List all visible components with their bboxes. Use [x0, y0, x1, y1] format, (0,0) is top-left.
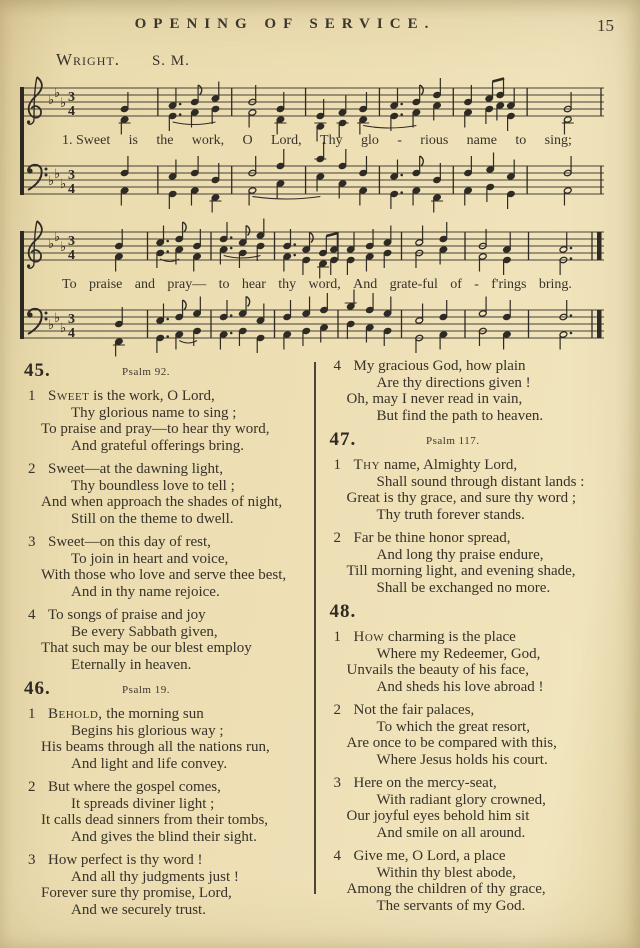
svg-text:4: 4 [68, 248, 75, 263]
svg-text:♭: ♭ [48, 174, 55, 189]
lyric-syllable: bring. [538, 277, 572, 292]
verse-line: With those who love and serve thee best, [41, 567, 287, 583]
verse-number: 2 [28, 779, 36, 795]
verse-line: Still on the theme to dwell. [71, 510, 234, 527]
hymn-number: 45. [24, 360, 51, 381]
verse-line: Great is thy grace, and sure thy word ; [346, 490, 577, 506]
lyric-syllable: work, [191, 133, 225, 148]
verse-line: The servants of my God. [376, 897, 526, 914]
system-barline [20, 231, 24, 339]
hymn-verse [328, 358, 619, 424]
hymn-verse [22, 388, 310, 454]
lyric-syllable: is [128, 133, 138, 148]
hymn-verse [328, 457, 619, 523]
svg-text:4: 4 [68, 104, 75, 119]
verse-lead-word: Sweet [48, 388, 90, 404]
lyric-syllable: f'rings [491, 277, 527, 292]
lyric-syllable: grate-ful [389, 277, 438, 292]
psalm-reference: Psalm 19. [122, 684, 170, 696]
lyric-syllable: To [62, 277, 77, 292]
lyric-syllable: to [515, 133, 527, 148]
verse-line: To which the great resort, [376, 718, 530, 735]
verse-line: Oh, may I never read in vain, [346, 391, 523, 407]
verse-line: That such may be our blest employ [41, 640, 252, 656]
lyric-syllable: O [242, 133, 253, 148]
svg-text:♭: ♭ [54, 86, 61, 101]
verse-line: And grateful offerings bring. [71, 437, 245, 454]
verse-line: Till morning light, and evening shade, [346, 563, 576, 579]
bass-staff-2 [20, 296, 610, 352]
svg-text:♭: ♭ [60, 96, 67, 111]
verse-line: My gracious God, how plain [353, 358, 526, 374]
verse-line: It calls dead sinners from their tombs, [41, 812, 269, 828]
hymn-heading [328, 603, 619, 625]
svg-text:♭: ♭ [60, 240, 67, 255]
page-number: 15 [597, 16, 614, 35]
hymn-heading [22, 362, 310, 384]
verse-number: 3 [28, 852, 36, 868]
hymn-verse [328, 702, 619, 768]
lyric-syllable: thy [278, 277, 297, 292]
svg-text:♭: ♭ [48, 318, 55, 333]
lyric-syllable: 1. Sweet [62, 133, 111, 148]
verse-line: But where the gospel comes, [48, 779, 221, 795]
verse-line: To songs of praise and joy [48, 607, 206, 623]
hymn-verse [328, 848, 619, 914]
verse-line: Within thy blest abode, [376, 864, 516, 881]
verse-line: Give me, O Lord, a place [353, 848, 506, 864]
lyric-syllable: And [353, 277, 378, 292]
left-column [22, 358, 310, 940]
verse-lead-word: Thy [353, 457, 381, 473]
verse-line: And long thy praise endure, [376, 546, 544, 563]
lyric-syllable: word, [308, 277, 341, 292]
svg-text:♭: ♭ [48, 93, 55, 108]
verse-number: 4 [333, 848, 341, 864]
verse-line: Are once to be compared with this, [346, 735, 557, 751]
verse-line: Not the fair palaces, [353, 702, 475, 718]
verse-number: 1 [333, 457, 341, 473]
hymn-number: 48. [329, 601, 357, 622]
verse-line: And when approach the shades of night, [41, 494, 283, 510]
lyric-syllable: rious [420, 133, 449, 148]
lyric-syllable: name [466, 133, 497, 148]
verse-number: 2 [28, 461, 36, 477]
treble-staff-2 [20, 218, 610, 274]
verse-line: And in thy name rejoice. [71, 583, 220, 600]
verse-lead-word: Behold, [48, 706, 103, 722]
verse-line: And we securely trust. [71, 901, 206, 918]
svg-text:4: 4 [68, 326, 75, 341]
hymn-number: 47. [329, 429, 357, 450]
verse-line: How charming is the place [353, 629, 516, 645]
hymn-number: 46. [24, 678, 51, 699]
svg-text:♭: ♭ [60, 321, 67, 336]
verse-line: Where my Redeemer, God, [376, 645, 541, 662]
verse-line: Unvails the beauty of his face, [346, 662, 529, 678]
lyric-syllable: - [397, 133, 402, 148]
verse-line: Among the children of thy grace, [346, 881, 546, 897]
system-barline [20, 87, 24, 195]
verse-line: Thy truth forever stands. [376, 506, 525, 523]
verse-number: 2 [333, 702, 341, 718]
svg-text:♭: ♭ [54, 167, 61, 182]
verse-number: 3 [28, 534, 36, 550]
hymn-heading [328, 431, 619, 453]
svg-text:♭: ♭ [60, 177, 67, 192]
svg-text:4: 4 [68, 182, 75, 197]
hymn-verse [22, 852, 310, 918]
psalm-reference: Psalm 92. [122, 366, 170, 378]
verse-line: Forever sure thy promise, Lord, [41, 885, 232, 901]
verse-line: Eternally in heaven. [71, 656, 192, 673]
lyric-syllable: sing; [544, 133, 572, 148]
hymn-text-columns [22, 358, 618, 940]
hymn-heading [22, 680, 310, 702]
lyric-syllable: praise [88, 277, 123, 292]
psalm-reference: Psalm 117. [426, 435, 480, 447]
lyric-syllable: the [156, 133, 174, 148]
verse-line: With radiant glory crowned, [376, 791, 546, 808]
lyric-syllable: Thy [320, 133, 343, 148]
tune-title-line [56, 50, 190, 70]
running-head [0, 16, 640, 38]
bass-staff-1 [20, 152, 610, 208]
verse-line: Here on the mercy-seat, [353, 775, 497, 791]
hymn-verse [22, 461, 310, 527]
hymn-verse [328, 629, 619, 695]
svg-text:♭: ♭ [48, 237, 55, 252]
svg-text:3: 3 [68, 312, 75, 327]
verse-line: Sweet is the work, O Lord, [48, 388, 215, 404]
hymn-verse [328, 530, 619, 596]
tune-name: Wright. [56, 50, 120, 69]
lyric-syllable: and [134, 277, 155, 292]
verse-number: 1 [28, 388, 36, 404]
lyric-syllable: Lord, [270, 133, 302, 148]
verse-line: And light and life convey. [71, 755, 228, 772]
lyric-syllable: of [450, 277, 462, 292]
column-divider-rule [314, 362, 316, 894]
verse-line: Thy boundless love to tell ; [71, 477, 235, 494]
verse-line: And all thy judgments just ! [71, 868, 239, 885]
verse-line: Our joyful eyes behold him sit [346, 808, 530, 824]
verse-lead-word: How [353, 629, 385, 645]
svg-text:3: 3 [68, 90, 75, 105]
verse-line: Sweet—on this day of rest, [48, 534, 211, 550]
verse-line: Begins his glorious way ; [71, 722, 224, 739]
hymn-verse [22, 706, 310, 772]
verse-number: 4 [333, 358, 341, 374]
verse-line: To join in heart and voice, [71, 550, 229, 567]
verse-line: Are thy directions given ! [376, 374, 531, 391]
treble-staff-1 [20, 74, 610, 130]
verse-line: And gives the blind their sight. [71, 828, 257, 845]
lyric-syllable: - [474, 277, 479, 292]
verse-line: And sheds his love abroad ! [376, 678, 544, 695]
verse-line: Sweet—at the dawning light, [48, 461, 223, 477]
hymn-verse [328, 775, 619, 841]
verse-number: 3 [333, 775, 341, 791]
verse-line: To praise and pray—to hear thy word, [41, 421, 270, 437]
lyric-syllable: glo [360, 133, 379, 148]
hymn-verse [22, 534, 310, 600]
svg-text:♭: ♭ [54, 311, 61, 326]
lyric-syllable: pray— [167, 277, 207, 292]
verse-number: 1 [333, 629, 341, 645]
verse-line: Behold, the morning sun [48, 706, 204, 722]
hymn-verse [22, 779, 310, 845]
verse-line: Shall be exchanged no more. [376, 579, 551, 596]
lyric-syllable: hear [241, 277, 266, 292]
tune-meter: S. M. [151, 53, 190, 69]
verse-line: His beams through all the nations run, [41, 739, 270, 755]
right-column [328, 358, 619, 940]
verse-line: Where Jesus holds his court. [376, 751, 548, 768]
svg-text:3: 3 [68, 234, 75, 249]
verse-line: Far be thine honor spread, [353, 530, 511, 546]
hymn-verse [22, 607, 310, 673]
verse-line: It spreads diviner light ; [71, 795, 215, 812]
svg-text:♭: ♭ [54, 230, 61, 245]
music-system-2 [20, 218, 610, 352]
verse-line: How perfect is thy word ! [48, 852, 203, 868]
verse-line: But find the path to heaven. [376, 407, 544, 424]
lyric-line-2 [20, 274, 610, 296]
verse-number: 2 [333, 530, 341, 546]
verse-line: And smile on all around. [376, 824, 526, 841]
page-title: OPENING OF SERVICE. [134, 16, 436, 32]
music-score [20, 74, 610, 362]
music-system-1 [20, 74, 610, 208]
verse-line: Be every Sabbath given, [71, 623, 218, 640]
lyric-line-1 [20, 130, 610, 152]
verse-line: Thy glorious name to sing ; [71, 404, 237, 421]
verse-number: 4 [28, 607, 36, 623]
svg-text:3: 3 [68, 168, 75, 183]
lyric-syllable: to [218, 277, 230, 292]
verse-line: Thy name, Almighty Lord, [353, 457, 518, 473]
verse-number: 1 [28, 706, 36, 722]
verse-line: Shall sound through distant lands : [376, 473, 585, 490]
